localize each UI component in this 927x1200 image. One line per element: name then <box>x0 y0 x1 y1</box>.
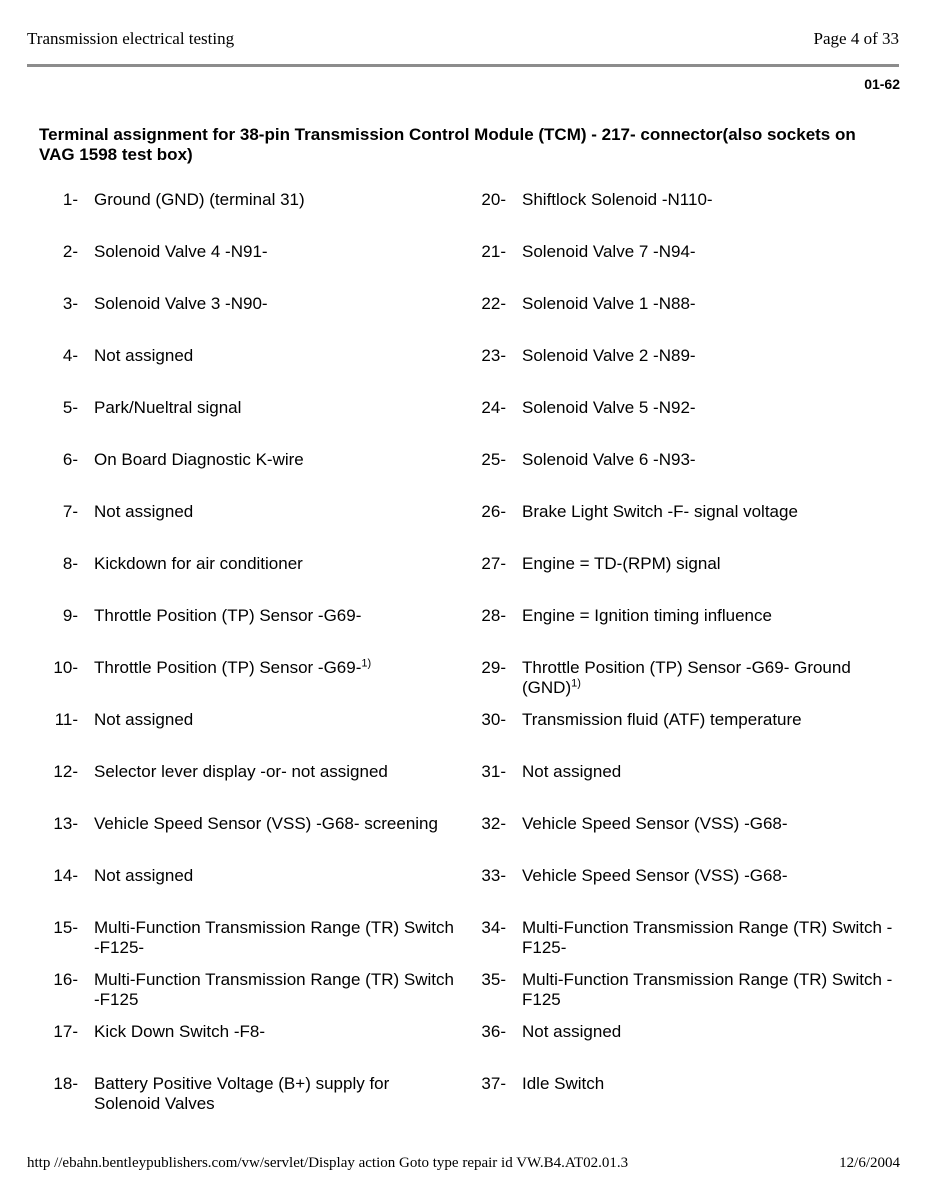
terminal-description: Multi-Function Transmission Range (TR) Switch -F125 <box>94 970 454 1009</box>
terminal-number: 23- <box>481 346 506 365</box>
terminal-number: 37- <box>481 1074 506 1093</box>
table-row <box>44 918 904 970</box>
terminal-number: 33- <box>481 866 506 885</box>
terminal-number: 29- <box>481 658 506 677</box>
terminal-description: Multi-Function Transmission Range (TR) Switch -F125- <box>522 918 893 957</box>
terminal-number: 13- <box>53 814 78 833</box>
terminal-number: 15- <box>53 918 78 937</box>
terminal-description: Not assigned <box>522 1022 622 1041</box>
terminal-description: Not assigned <box>94 866 194 885</box>
table-row <box>44 814 904 866</box>
terminal-description: Battery Positive Voltage (B+) supply for Solenoid Valves <box>94 1074 390 1113</box>
terminal-description: Solenoid Valve 5 -N92- <box>522 398 696 417</box>
table-row <box>44 398 904 450</box>
table-row <box>44 502 904 554</box>
terminal-number: 10- <box>53 658 78 677</box>
section-code: 01-62 <box>864 76 900 92</box>
table-row <box>44 242 904 294</box>
footer-date: 12/6/2004 <box>839 1155 900 1171</box>
terminal-description: Solenoid Valve 6 -N93- <box>522 450 696 469</box>
page-footer <box>27 1155 900 1172</box>
terminal-number: 20- <box>481 190 506 209</box>
terminal-number: 34- <box>481 918 506 937</box>
terminal-number: 1- <box>62 190 78 209</box>
terminal-number: 8- <box>62 554 78 573</box>
terminal-number: 7- <box>62 502 78 521</box>
terminal-description: Multi-Function Transmission Range (TR) Switch -F125 <box>522 970 893 1009</box>
terminal-number: 17- <box>53 1022 78 1041</box>
terminal-description: Vehicle Speed Sensor (VSS) -G68- <box>522 814 788 833</box>
terminal-number: 14- <box>53 866 78 885</box>
section-heading: Terminal assignment for 38-pin Transmission Control Module (TCM) - 217- connector(also sockets on VAG 1598 test box) <box>39 125 856 164</box>
terminal-description: Engine = TD-(RPM) signal <box>522 554 721 573</box>
terminal-description: Kick Down Switch -F8- <box>94 1022 265 1041</box>
document-title: Transmission electrical testing <box>27 29 235 48</box>
terminal-description: Throttle Position (TP) Sensor -G69- <box>94 606 362 625</box>
terminal-number: 21- <box>481 242 506 261</box>
table-row <box>44 450 904 502</box>
terminal-description: Throttle Position (TP) Sensor -G69- <box>94 658 362 677</box>
terminal-number: 9- <box>62 606 78 625</box>
terminal-number: 32- <box>481 814 506 833</box>
terminal-number: 36- <box>481 1022 506 1041</box>
terminal-number: 12- <box>53 762 78 781</box>
terminal-description: Throttle Position (TP) Sensor -G69- Ground (GND) <box>522 658 851 697</box>
terminal-description: Shiftlock Solenoid -N110- <box>522 190 713 209</box>
terminal-description: Multi-Function Transmission Range (TR) Switch -F125- <box>94 918 454 957</box>
table-row <box>44 190 904 242</box>
terminal-description: Solenoid Valve 2 -N89- <box>522 346 696 365</box>
terminal-number: 25- <box>481 450 506 469</box>
terminal-number: 31- <box>481 762 506 781</box>
terminal-number: 35- <box>481 970 506 989</box>
terminal-description: Not assigned <box>522 762 622 781</box>
table-row <box>44 1074 904 1126</box>
terminal-description: Park/Nueltral signal <box>94 398 242 417</box>
terminal-description: Not assigned <box>94 346 194 365</box>
terminal-number: 24- <box>481 398 506 417</box>
footnote-marker: 1) <box>361 657 372 670</box>
table-row <box>44 554 904 606</box>
terminal-number: 5- <box>62 398 78 417</box>
terminal-description: Solenoid Valve 4 -N91- <box>94 242 268 261</box>
terminal-description: Brake Light Switch -F- signal voltage <box>522 502 798 521</box>
header-divider <box>27 64 899 67</box>
terminal-number: 30- <box>481 710 506 729</box>
table-row <box>44 762 904 814</box>
table-row <box>44 1022 904 1074</box>
terminal-description: Selector lever display -or- not assigned <box>94 762 388 781</box>
terminal-description: Engine = Ignition timing influence <box>522 606 772 625</box>
terminal-description: Vehicle Speed Sensor (VSS) -G68- screening <box>94 814 438 833</box>
terminal-description: Solenoid Valve 1 -N88- <box>522 294 696 313</box>
terminal-number: 27- <box>481 554 506 573</box>
terminal-description: Ground (GND) (terminal 31) <box>94 190 305 209</box>
terminal-number: 4- <box>62 346 78 365</box>
terminal-description: Not assigned <box>94 502 194 521</box>
table-row <box>44 710 904 762</box>
terminal-number: 26- <box>481 502 506 521</box>
page-number: Page 4 of 33 <box>813 29 899 48</box>
table-row <box>44 658 904 710</box>
table-row <box>44 606 904 658</box>
terminal-description: Solenoid Valve 7 -N94- <box>522 242 696 261</box>
footer-url: http //ebahn.bentleypublishers.com/vw/servlet/Display action Goto type repair id VW.B4.AT02.01.3 <box>27 1155 629 1171</box>
terminal-description: Transmission fluid (ATF) temperature <box>522 710 802 729</box>
terminal-number: 2- <box>62 242 78 261</box>
footnote-marker: 1) <box>571 677 581 690</box>
terminal-number: 28- <box>481 606 506 625</box>
terminal-description: Solenoid Valve 3 -N90- <box>94 294 268 313</box>
terminal-number: 22- <box>481 294 506 313</box>
terminal-assignment-table <box>44 190 904 1126</box>
terminal-description: Vehicle Speed Sensor (VSS) -G68- <box>522 866 788 885</box>
table-row <box>44 970 904 1022</box>
terminal-description: Not assigned <box>94 710 194 729</box>
table-row <box>44 346 904 398</box>
terminal-description: On Board Diagnostic K-wire <box>94 450 304 469</box>
terminal-number: 16- <box>53 970 78 989</box>
table-row <box>44 294 904 346</box>
terminal-number: 6- <box>62 450 78 469</box>
table-row <box>44 866 904 918</box>
terminal-number: 18- <box>53 1074 78 1093</box>
terminal-description: Idle Switch <box>522 1074 605 1093</box>
terminal-number: 3- <box>62 294 78 313</box>
terminal-number: 11- <box>54 710 78 729</box>
terminal-description: Kickdown for air conditioner <box>94 554 303 573</box>
